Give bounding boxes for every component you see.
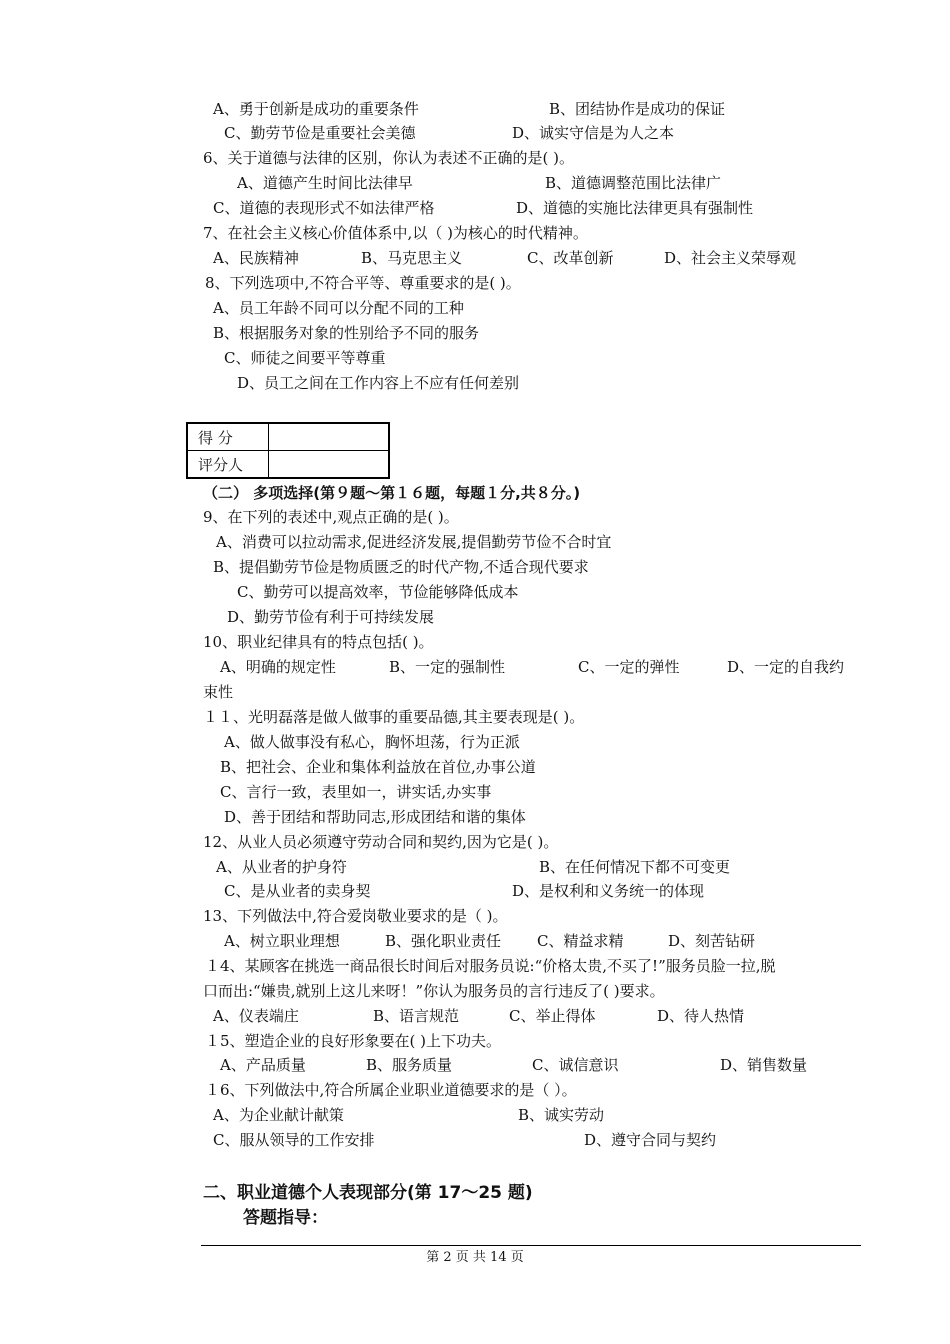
text-line: D、一定的自我约 bbox=[727, 658, 845, 676]
text-line: C、是从业者的卖身契 bbox=[224, 882, 371, 900]
text-line: C、言行一致，表里如一，讲实话,办实事 bbox=[220, 783, 492, 801]
grader-value-cell bbox=[269, 451, 390, 479]
text-line: D、道德的实施比法律更具有强制性 bbox=[516, 199, 754, 217]
text-line: B、把社会、企业和集体利益放在首位,办事公道 bbox=[220, 758, 536, 776]
score-table bbox=[186, 422, 390, 479]
text-line: B、语言规范 bbox=[373, 1007, 460, 1025]
text-line: A、员工年龄不同可以分配不同的工种 bbox=[213, 299, 464, 317]
text-line: 束性 bbox=[203, 683, 234, 701]
text-line: １6、下列做法中,符合所属企业职业道德要求的是（ ）。 bbox=[205, 1081, 577, 1099]
text-line: A、从业者的护身符 bbox=[216, 858, 347, 876]
text-line: D、刻苦钻研 bbox=[668, 932, 756, 950]
text-line: B、马克思主义 bbox=[361, 249, 463, 267]
text-line: C、举止得体 bbox=[509, 1007, 596, 1025]
text-line: B、一定的强制性 bbox=[389, 658, 506, 676]
text-line: C、服从领导的工作安排 bbox=[213, 1131, 375, 1149]
text-line: C、一定的弹性 bbox=[578, 658, 680, 676]
text-line: A、明确的规定性 bbox=[220, 658, 336, 676]
text-line: B、强化职业责任 bbox=[385, 932, 502, 950]
text-line: A、产品质量 bbox=[220, 1056, 306, 1074]
text-line: A、为企业献计献策 bbox=[213, 1106, 344, 1124]
text-line: A、树立职业理想 bbox=[224, 932, 340, 950]
text-line: 二、职业道德个人表现部分(第 17～25 题) bbox=[203, 1183, 533, 1203]
score-value-cell bbox=[269, 423, 390, 451]
text-line: 7、在社会主义核心价值体系中,以（ )为核心的时代精神。 bbox=[203, 224, 588, 242]
score-label: 得 分 bbox=[187, 423, 269, 451]
text-line: D、诚实守信是为人之本 bbox=[512, 124, 675, 142]
text-line: C、师徒之间要平等尊重 bbox=[224, 349, 386, 367]
score-row bbox=[187, 423, 389, 451]
text-line: D、员工之间在工作内容上不应有任何差别 bbox=[237, 374, 520, 392]
page-footer: 第 2 页 共 14 页 bbox=[426, 1250, 524, 1265]
text-line: B、在任何情况下都不可变更 bbox=[539, 858, 731, 876]
text-line: A、民族精神 bbox=[213, 249, 299, 267]
text-line: C、道德的表现形式不如法律严格 bbox=[213, 199, 435, 217]
text-line: D、勤劳节俭有利于可持续发展 bbox=[227, 608, 435, 626]
text-line: D、遵守合同与契约 bbox=[584, 1131, 717, 1149]
text-line: 12、从业人员必须遵守劳动合同和契约,因为它是( )。 bbox=[203, 833, 559, 851]
text-line: D、是权利和义务统一的体现 bbox=[512, 882, 705, 900]
text-line: １１、光明磊落是做人做事的重要品德,其主要表现是( )。 bbox=[203, 708, 585, 726]
text-line: B、团结协作是成功的保证 bbox=[549, 100, 726, 118]
grader-row bbox=[187, 451, 389, 479]
text-line: C、改革创新 bbox=[527, 249, 614, 267]
text-line: １5、塑造企业的良好形象要在( )上下功夫。 bbox=[205, 1032, 502, 1050]
text-line: １4、某顾客在挑选一商品很长时间后对服务员说:“价格太贵,不买了!”服务员脸一拉,脱 bbox=[205, 957, 776, 975]
text-line: B、道德调整范围比法律广 bbox=[545, 174, 722, 192]
text-line: C、诚信意识 bbox=[532, 1056, 619, 1074]
text-line: （二） 多项选择(第９题～第１６题，每题１分,共８分。) bbox=[203, 484, 581, 502]
text-line: B、根据服务对象的性别给予不同的服务 bbox=[213, 324, 480, 342]
text-line: 6、关于道德与法律的区别，你认为表述不正确的是( )。 bbox=[203, 149, 575, 167]
text-line: D、善于团结和帮助同志,形成团结和谐的集体 bbox=[224, 808, 526, 826]
text-line: A、勇于创新是成功的重要条件 bbox=[213, 100, 419, 118]
text-line: C、精益求精 bbox=[537, 932, 624, 950]
text-line: A、道德产生时间比法律早 bbox=[237, 174, 413, 192]
text-line: B、诚实劳动 bbox=[518, 1106, 605, 1124]
text-line: B、提倡勤劳节俭是物质匮乏的时代产物,不适合现代要求 bbox=[213, 558, 589, 576]
text-line: D、社会主义荣辱观 bbox=[664, 249, 797, 267]
text-line: B、服务质量 bbox=[366, 1056, 453, 1074]
footer-rule bbox=[201, 1245, 861, 1246]
text-line: 口而出:“嫌贵,就别上这儿来呀！”你认为服务员的言行违反了( )要求。 bbox=[203, 982, 665, 1000]
text-line: 10、职业纪律具有的特点包括( )。 bbox=[203, 633, 434, 651]
text-line: C、勤劳节俭是重要社会美德 bbox=[224, 124, 416, 142]
text-line: A、仪表端庄 bbox=[213, 1007, 299, 1025]
text-line: D、待人热情 bbox=[657, 1007, 745, 1025]
text-line: 9、在下列的表述中,观点正确的是( )。 bbox=[203, 508, 459, 526]
text-line: 8、下列选项中,不符合平等、尊重要求的是( )。 bbox=[205, 274, 521, 292]
text-line: C、勤劳可以提高效率，节俭能够降低成本 bbox=[237, 583, 519, 601]
text-line: A、消费可以拉动需求,促进经济发展,提倡勤劳节俭不合时宜 bbox=[216, 533, 612, 551]
text-line: 答题指导： bbox=[243, 1208, 328, 1228]
text-line: A、做人做事没有私心，胸怀坦荡，行为正派 bbox=[224, 733, 520, 751]
text-line: D、销售数量 bbox=[720, 1056, 808, 1074]
text-line: 13、下列做法中,符合爱岗敬业要求的是（ )。 bbox=[203, 907, 508, 925]
grader-label: 评分人 bbox=[187, 451, 269, 479]
